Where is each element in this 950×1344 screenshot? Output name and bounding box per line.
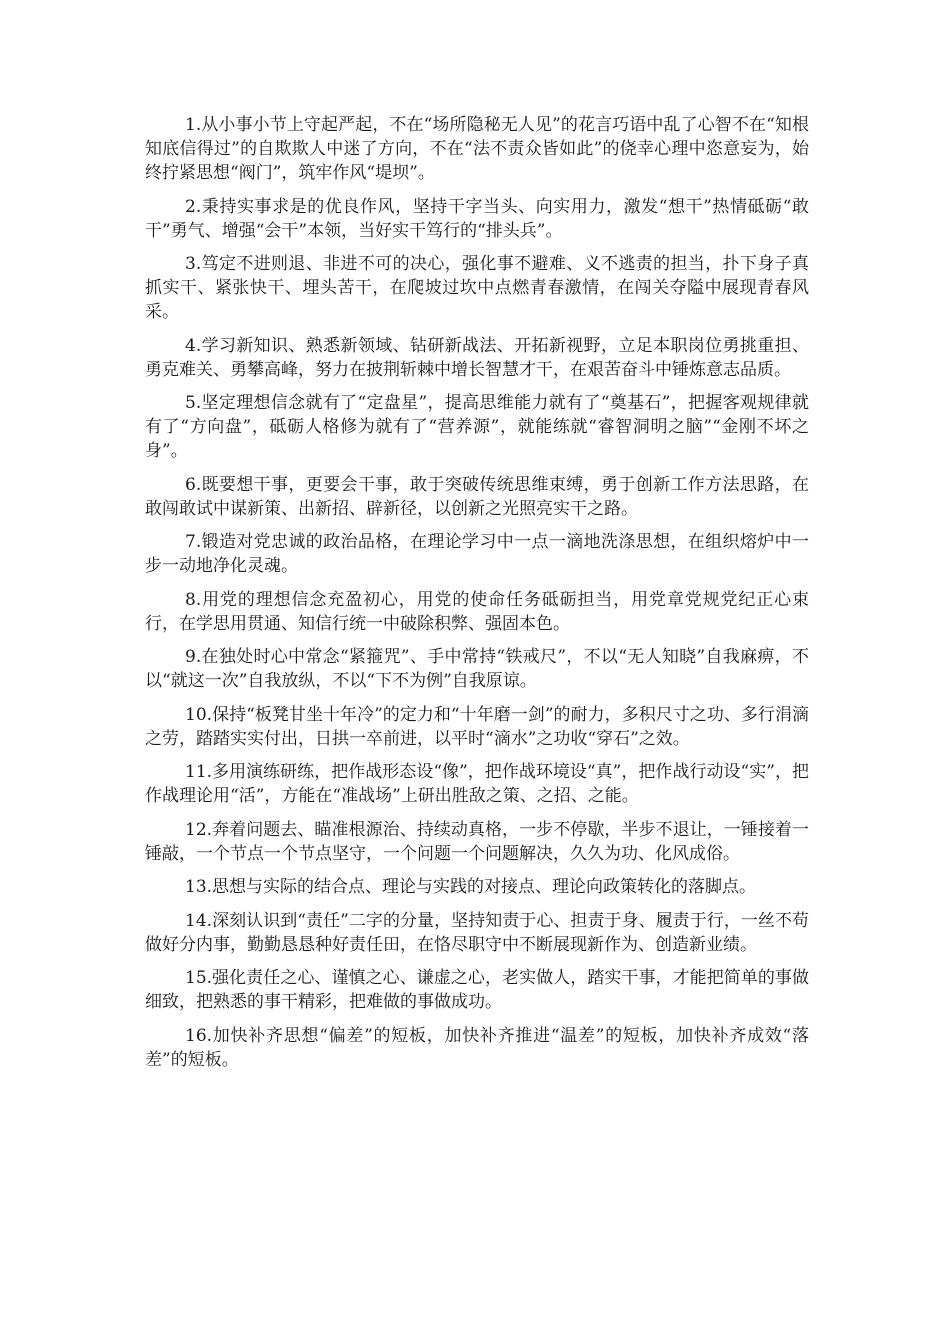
paragraph-3: 3.笃定不进则退、非进不可的决心，强化事不避难、义不逃责的担当，扑下身子真抓实干、紧张快干、埋头苦干，在爬坡过坎中点燃青春激情，在闯关夺隘中展现青春风采。 [145, 254, 809, 322]
paragraph-13: 13.思想与实际的结合点、理论与实践的对接点、理论向政策转化的落脚点。 [185, 877, 757, 897]
paragraph-1: 1.从小事小节上守起严起，不在“场所隐秘无人见”的花言巧语中乱了心智不在“知根知底信得过”的自欺欺人中迷了方向，不在“法不责众皆如此”的侥幸心理中恣意妄为，始终拧紧思想“阀门”，筑牢作风“堤坝”。 [145, 115, 809, 183]
paragraph-6: 6.既要想干事，更要会干事，敢于突破传统思维束缚，勇于创新工作方法思路，在敢闯敢试中谋新策、出新招、辟新径，以创新之光照亮实干之路。 [145, 474, 809, 519]
paragraph-2: 2.秉持实事求是的优良作风，坚持干字当头、向实用力，激发“想干”热情砥砺“敢干”勇气、增强“会干”本领，当好实干笃行的“排头兵”。 [145, 196, 809, 241]
paragraph-7: 7.锻造对党忠诚的政治品格，在理论学习中一点一滴地洗涤思想，在组织熔炉中一步一动地净化灵魂。 [145, 532, 809, 576]
paragraph-11: 11.多用演练研练，把作战形态设“像”，把作战环境设“真”，把作战行动设“实”，把作战理论用“活”，方能在“准战场”上研出胜敌之策、之招、之能。 [145, 762, 809, 806]
paragraph-15: 15.强化责任之心、谨慎之心、谦虚之心，老实做人，踏实干事，才能把简单的事做细致，把熟悉的事干精彩，把难做的事做成功。 [145, 968, 809, 1012]
paragraph-8: 8.用党的理想信念充盈初心，用党的使命任务砥砺担当，用党章党规党纪正心束行，在学思用贯通、知信行统一中破除积弊、强固本色。 [145, 589, 809, 634]
paragraph-10: 10.保持“板凳甘坐十年冷”的定力和“十年磨一剑”的耐力，多积尺寸之功、多行涓滴之劳，踏踏实实付出，日拱一卒前进，以平时“滴水”之功收“穿石”之效。 [145, 704, 809, 749]
paragraph-4: 4.学习新知识、熟悉新领域、钻研新战法、开拓新视野，立足本职岗位勇挑重担、勇克难关、勇攀高峰，努力在披荆斩棘中增长智慧才干，在艰苦奋斗中锤炼意志品质。 [145, 335, 809, 380]
paragraph-14: 14.深刻认识到“责任”二字的分量，坚持知责于心、担责于身、履责于行，一丝不苟做好分内事，勤勤恳恳种好责任田，在恪尽职守中不断展现新作为、创造新业绩。 [145, 910, 809, 955]
paragraph-16: 16.加快补齐思想“偏差”的短板，加快补齐推进“温差”的短板，加快补齐成效“落差”的短板。 [145, 1025, 809, 1070]
paragraph-5: 5.坚定理想信念就有了“定盘星”，提高思维能力就有了“奠基石”，把握客观规律就有了“方向盘”，砥砺人格修为就有了“营养源”，就能练就“睿智洞明之脑”“金刚不坏之身”。 [145, 393, 809, 461]
paragraph-9: 9.在独处时心中常念“紧箍咒”、手中常持“铁戒尺”，不以“无人知晓”自我麻痹，不以“就这一次”自我放纵，不以“下不为例”自我原谅。 [145, 647, 809, 691]
document-body [145, 113, 809, 1081]
paragraph-12: 12.奔着问题去、瞄准根源治、持续动真格，一步不停歇，半步不退让，一锤接着一锤敲，一个节点一个节点坚守，一个问题一个问题解决，久久为功、化风成俗。 [145, 819, 809, 864]
